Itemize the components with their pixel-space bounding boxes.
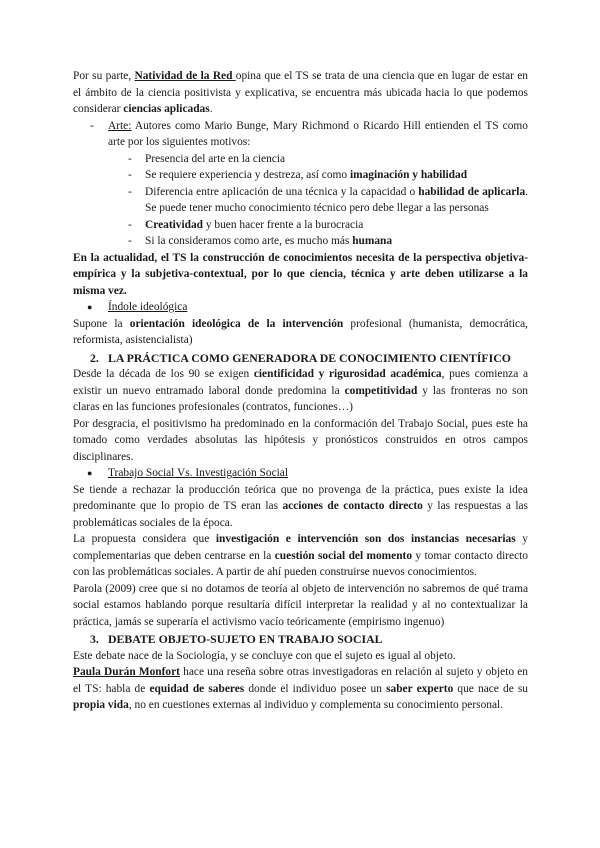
bold-term: investigación e intervención son dos instancias necesarias — [215, 533, 516, 545]
text-run: La propuesta considera que — [73, 533, 216, 545]
text-run: Se requiere experiencia y destreza, así como — [145, 169, 350, 181]
bold-term: habilidad de aplicarla — [418, 185, 526, 198]
arte-list — [73, 118, 528, 250]
bold-paragraph: En la actualidad, el TS la construcción de conocimientos necesita de la perspectiva objetiva- empírica y la subjetiva-contextual, por lo que ciencia, técnica y arte deben utilizarse a la misma vez. — [73, 251, 528, 297]
section-number: 3. — [90, 632, 99, 646]
document-page — [73, 68, 528, 714]
section-2-heading — [73, 350, 528, 367]
text-run: Se tiende a rechazar la producción teórica que no provenga de la práctica, pues existe la idea predominante que lo propio de TS eran las — [73, 483, 528, 512]
section-3-heading — [73, 631, 528, 648]
section-3-paragraph-1: Este debate nace de la Sociología, y se concluye con que el sujeto es igual al objeto. — [73, 649, 456, 662]
text-run: Por su parte, — [73, 70, 135, 82]
text-run: Diferencia entre aplicación de una técnica y la capacidad o — [145, 185, 419, 198]
arte-item — [73, 118, 528, 250]
author-name: Natividad de la Red — [134, 70, 236, 82]
arte-label: Arte: — [108, 119, 132, 132]
reason-item — [73, 184, 528, 217]
text-run: opina que el TS se trata de una ciencia que en lugar de estar en el ámbito de la ciencia positivista y explicativa, se encuentra más ubicada hacia lo que podemos considerar — [73, 70, 528, 115]
author-name: Paula Durán Monfort — [73, 666, 180, 678]
bold-term: cuestión social del momento — [274, 549, 413, 562]
bold-term: ciencias aplicadas — [123, 103, 210, 115]
bold-term: competitividad — [344, 384, 418, 397]
section-3-paragraph-2 — [73, 664, 528, 714]
section-number: 2. — [90, 350, 99, 365]
bullet-label: Índole ideológica — [108, 301, 188, 313]
reason-item — [73, 167, 528, 184]
reason-item — [73, 233, 528, 250]
text-run: profesional (humanista, democrática, reformista, asistencialista) — [73, 317, 528, 346]
text-run: y buen hacer frente a la burocracia — [203, 218, 364, 231]
bold-term: equidad de saberes — [149, 682, 245, 695]
bold-term: saber experto — [386, 682, 454, 695]
text-run: Supone la — [73, 317, 130, 330]
text-run: , pues comienza a existir un nuevo entramado laboral donde predomina la — [73, 368, 528, 397]
text-run: . Se puede tener mucho conocimiento técnico pero debe llegar a las personas — [145, 185, 528, 214]
section-2-paragraph-4 — [73, 531, 528, 581]
ts-vs-is-bullet — [73, 465, 528, 482]
text-run: y las respuestas a las problemáticas sociales de la época. — [73, 500, 528, 529]
bold-term: propia vida — [73, 699, 129, 711]
bold-term: Creatividad — [145, 218, 204, 231]
reason-item — [73, 217, 528, 234]
bold-term: imaginación y habilidad — [349, 169, 468, 181]
bullet-icon: ● — [87, 302, 93, 312]
text-run: , no en cuestiones externas al individuo y complementa su conocimiento personal. — [128, 699, 504, 711]
text-run: Si la consideramos como arte, es mucho más — [145, 235, 353, 247]
arte-text: Autores como Mario Bunge, Mary Richmond o Ricardo Hill entienden el TS como arte por los siguientes motivos: — [108, 119, 528, 148]
text-run: Desde la década de los 90 se exigen — [73, 368, 254, 380]
indole-bullet — [73, 299, 528, 316]
text-run: y tomar contacto directo con las problemáticas sociales. A partir de ahí pueden construirse nuevos conocimientos. — [73, 549, 528, 578]
section-title: DEBATE OBJETO-SUJETO EN TRABAJO SOCIAL — [108, 632, 383, 646]
text-run: donde el individuo posee un — [244, 682, 387, 695]
text-run: hace una reseña sobre otras investigadoras en relación al sujeto y objeto en el TS: habla de — [73, 666, 528, 695]
text-run: que nace de su — [453, 682, 529, 695]
text-run: Presencia del arte en la ciencia — [145, 152, 286, 165]
text-run: y las fronteras no son claras en las funciones profesionales (contratos, funciones…) — [73, 384, 529, 413]
bold-term: acciones de contacto directo — [282, 500, 423, 512]
indole-paragraph — [73, 316, 528, 349]
reason-item — [73, 151, 528, 168]
text-run: y complementarias que deben centrarse en la — [73, 533, 529, 562]
section-2-paragraph-5: Parola (2009) cree que si no dotamos de teoría al objeto de intervención no sabremos de qué trama social estamos hablando porque resultaría difícil interpretar la realidad y al no contextualizar la práctica, jamás se superaría el activismo vacío teóricamente (empirismo ingenuo) — [73, 582, 528, 628]
bold-term: humana — [352, 235, 393, 247]
arte-reasons-list — [73, 151, 528, 250]
bold-term: orientación ideológica de la intervención — [129, 317, 344, 330]
section-2-paragraph-2: Por desgracia, el positivismo ha predominado en la conformación del Trabajo Social, pues este ha tomado como verdades absolutas las hipótesis y pronósticos construidos en otros campos disciplinares. — [73, 417, 528, 463]
section-title: LA PRÁCTICA COMO GENERADORA DE CONOCIMIENTO CIENTÍFICO — [108, 350, 511, 365]
intro-paragraph — [73, 68, 528, 118]
text-run: . — [209, 103, 213, 115]
section-2-paragraph-3 — [73, 482, 528, 532]
bold-term: cientificidad y rigurosidad académica — [253, 368, 442, 380]
bullet-icon: ● — [87, 468, 93, 478]
bullet-label: Trabajo Social Vs. Investigación Social — [108, 467, 289, 479]
section-2-paragraph-1 — [73, 366, 528, 416]
